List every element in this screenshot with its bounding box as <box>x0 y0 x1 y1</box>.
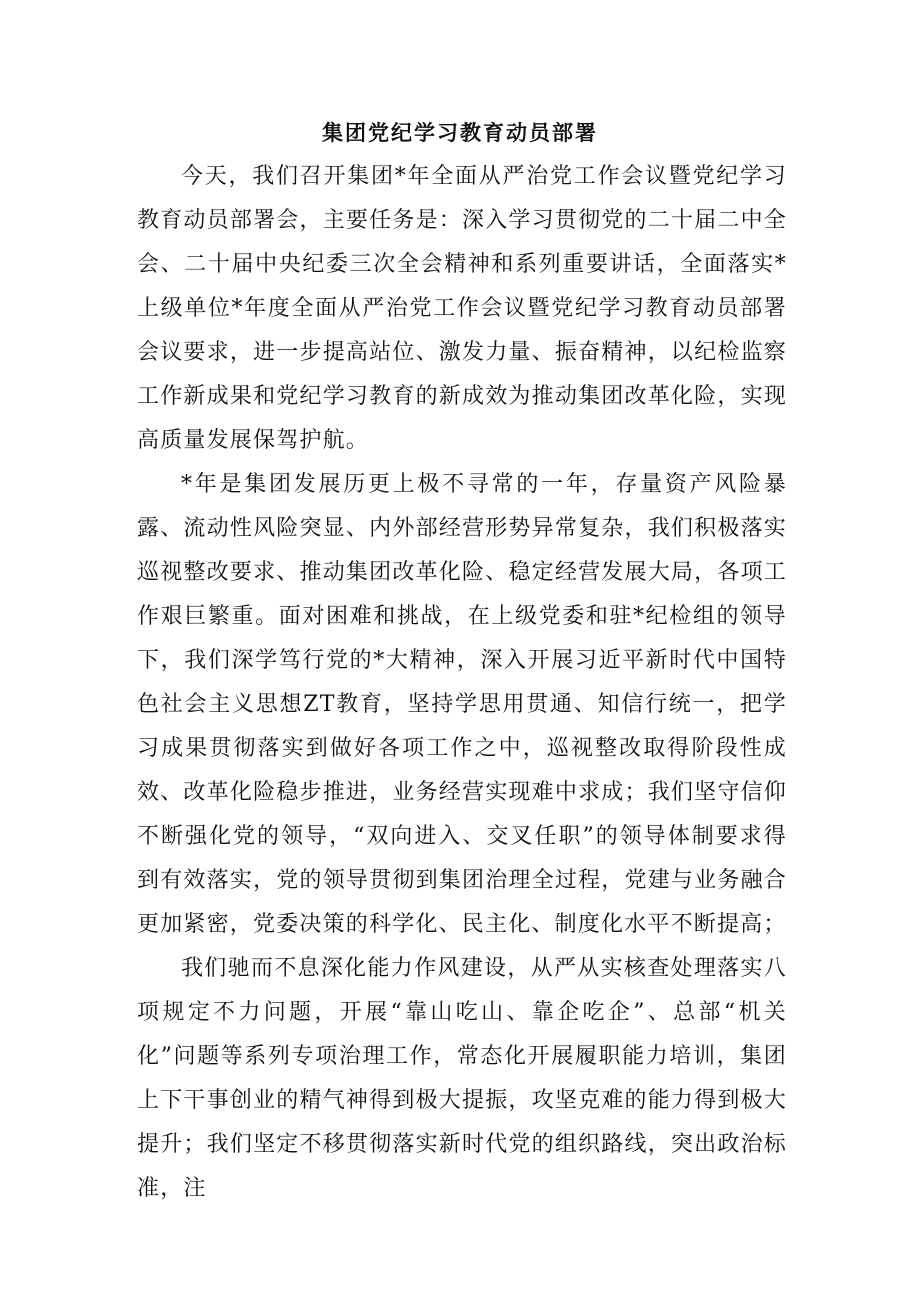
paragraph-1: 今天，我们召开集团*年全面从严治党工作会议暨党纪学习教育动员部署会，主要任务是：深入学习贯彻党的二十届二中全会、二十届中央纪委三次全会精神和系列重要讲话，全面落实*上级单位*年度全面从严治党工作会议暨党纪学习教育动员部署会议要求，进一步提高站位、激发力量、振奋精神，以纪检监察工作新成果和党纪学习教育的新成效为推动集团改革化险，实现高质量发展保驾护航。 <box>137 164 787 453</box>
document-title: 集团党纪学习教育动员部署 <box>322 121 598 145</box>
document-body <box>137 155 787 1211</box>
paragraph-2: *年是集团发展历更上极不寻常的一年，存量资产风险暴露、流动性风险突显、内外部经营形势异常复杂，我们积极落实巡视整改要求、推动集团改革化险、稳定经营发展大局，各项工作艰巨繁重。面对困难和挑战，在上级党委和驻*纪检组的领导下，我们深学笃行党的*大精神，深入开展习近平新时代中国特色社会主义思想ZT教育，坚持学思用贯通、知信行统一，把学习成果贯彻落实到做好各项工作之中，巡视整改取得阶段性成效、改革化险稳步推进，业务经营实现难中求成；我们坚守信仰不断强化党的领导，“双向进入、交叉任职”的领导体制要求得到有效落实，党的领导贯彻到集团治理全过程，党建与业务融合更加紧密，党委决策的科学化、民主化、制度化水平不断提高； <box>137 472 787 937</box>
paragraph-3: 我们驰而不息深化能力作风建设，从严从实核查处理落实八项规定不力问题，开展“靠山吃山、靠企吃企”、总部“机关化”问题等系列专项治理工作，常态化开展履职能力培训，集团上下干事创业的精气神得到极大提振，攻坚克难的能力得到极大提升；我们坚定不移贯彻落实新时代党的组织路线，突出政治标准，注 <box>137 956 787 1201</box>
